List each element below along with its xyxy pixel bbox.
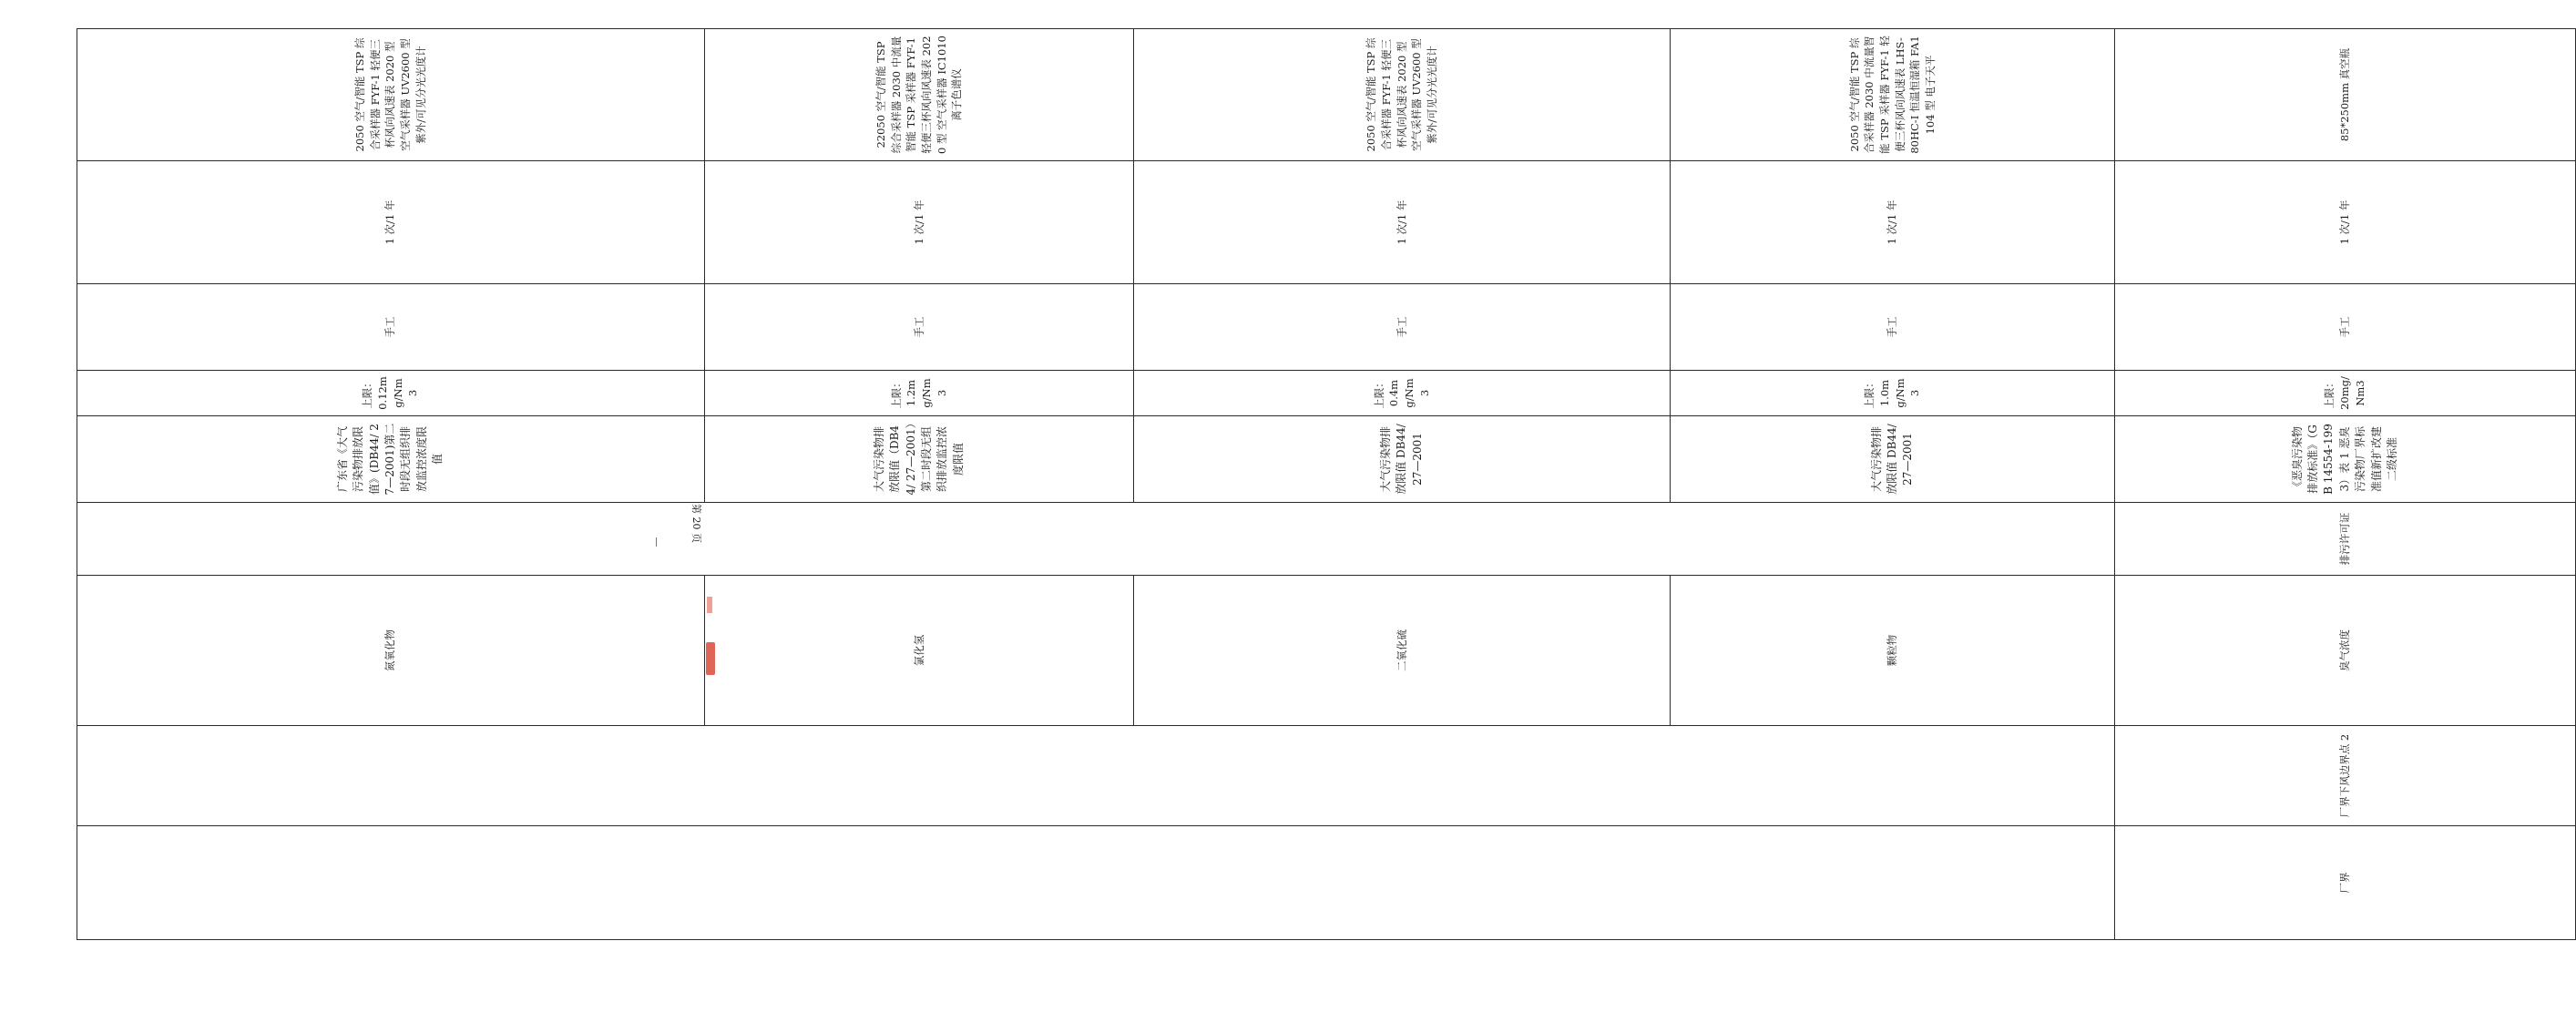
standard-cell: 大气污染物排放限值 DB44/ 27—2001 [1670,416,2114,503]
method-cell: 手工 [2115,284,2575,371]
frequency-cell: 1 次/1 年 [2115,161,2575,284]
standard-cell: 广东省《大气污染物排放限值》(DB44/ 27—2001)第二时段无组织排放监控浓度限值 [77,416,705,503]
location-cell: 厂界 [2115,826,2575,940]
method-cell: 手工 [1134,284,1671,371]
instrument-cell: 85*250mm 真空瓶 [2115,29,2575,161]
method-cell: 手工 [1670,284,2114,371]
red-stamp-mark [706,642,715,675]
standard-cell: 大气污染物排放限值（DB44/ 27—2001）第二时段无组织排放监控浓度限值 [704,416,1134,503]
pollutant-cell: 氯化氢 [704,576,1134,726]
instrument-cell: 2050 空气/智能 TSP 综合采样器 FYF-1 轻便三杯风向风速表 2020 型 空气采样器 UV2600 型 紫外/可见分光光度计 [77,29,705,161]
pollutant-cell: 颗粒物 [1670,576,2114,726]
permit-cell: 排污许可证 [2115,503,2575,576]
frequency-cell: 1 次/1 年 [77,161,705,284]
location-cell [77,826,2115,940]
method-cell: 手工 [704,284,1134,371]
pollutant-cell: 二氧化硫 [1134,576,1671,726]
limit-cell: 上限：0.4mg/Nm3 [1134,371,1671,416]
permit-cell [77,503,2115,576]
instrument-cell: 2050 空气/智能 TSP 综合采样器 FYF-1 轻便三杯风向风速表 2020 型 空气采样器 UV2600 型 紫外/可见分光光度计 [1134,29,1671,161]
frequency-cell: 1 次/1 年 [704,161,1134,284]
point-cell [77,726,2115,826]
instrument-cell: 2050 空气/智能 TSP 综合采样器 2030 中流量智能 TSP 采样器 FYF-1 轻便三杯风向风速表 LHS-80HC-I 恒温恒湿箱 FA1104 型 电子天平 [1670,29,2114,161]
table-row [2115,29,2575,940]
instrument-cell: 22050 空气/智能 TSP 综合采样器 2030 中流量智能 TSP 采样器 FYF-1 轻便三杯风向风速表 2020 型 空气采样器 IC1010 离子色谱仪 [704,29,1134,161]
red-stamp-mark [707,597,712,613]
page-number: 第 20 页 [690,504,702,543]
scan-mark [656,537,657,547]
table-row [77,29,705,940]
standard-cell: 《恶臭污染物排放标准》（GB 14554-1993）表 1 恶臭污染物厂界标准值新扩改建二级标准 [2115,416,2575,503]
frequency-cell: 1 次/1 年 [1134,161,1671,284]
point-cell: 厂界下风边界点 2 [2115,726,2575,826]
standard-cell: 大气污染物排放限值 DB44/ 27—2001 [1134,416,1671,503]
limit-cell: 上限：20mg/Nm3 [2115,371,2575,416]
pollutant-cell: 氮氧化物 [77,576,705,726]
limit-cell: 上限：1.0mg/Nm3 [1670,371,2114,416]
limit-cell: 上限：0.12mg/Nm3 [77,371,705,416]
limit-cell: 上限：1.2mg/Nm3 [704,371,1134,416]
pollutant-cell: 臭气浓度 [2115,576,2575,726]
method-cell: 手工 [77,284,705,371]
frequency-cell: 1 次/1 年 [1670,161,2114,284]
monitoring-table [77,28,2576,940]
